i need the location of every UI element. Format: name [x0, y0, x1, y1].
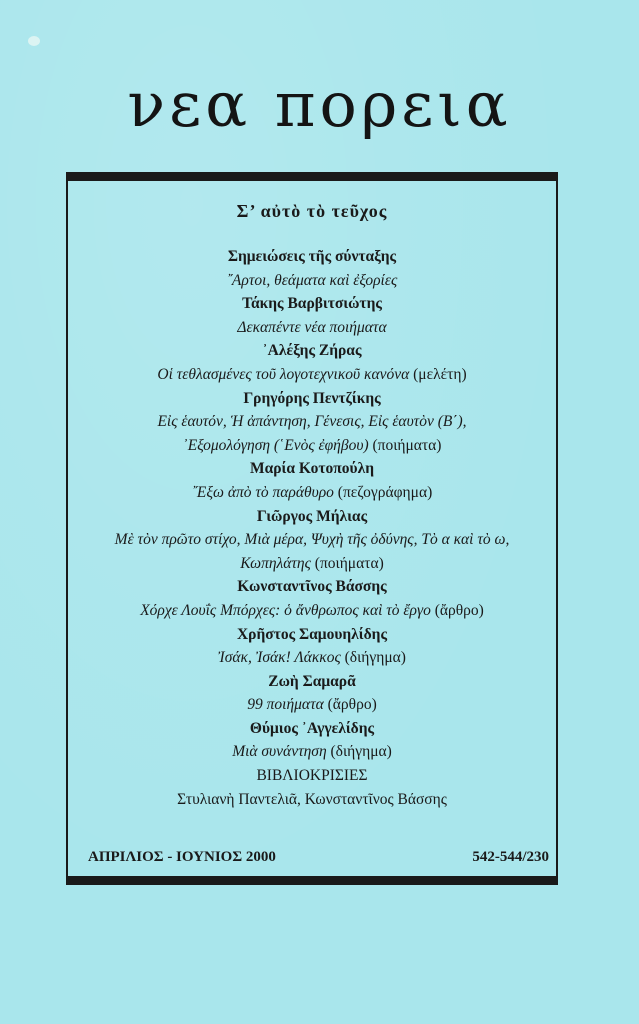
contents-author: [70, 717, 554, 741]
work-genre: (διήγημα): [326, 743, 392, 761]
contents-author: [70, 575, 554, 599]
contents-section: [70, 788, 554, 812]
contents-title: [70, 528, 554, 552]
contents-title: [70, 410, 554, 434]
work-genre: (ποιήματα): [368, 436, 442, 454]
contents-author: [70, 505, 554, 529]
work-title: ῎Αρτοι, θεάματα καὶ ἐξορίες: [226, 271, 398, 289]
contents-title: [70, 599, 554, 623]
work-title: Δεκαπέντε νέα ποιήματα: [237, 318, 387, 336]
contents-title: [70, 316, 554, 340]
contents-section: [70, 764, 554, 788]
work-genre: (ἄρθρο): [323, 696, 377, 714]
work-title: ῎Εξω ἀπὸ τὸ παράθυρο: [191, 483, 334, 501]
author-name: Γιῶργος Μήλιας: [256, 507, 368, 525]
contents-author: [70, 670, 554, 694]
author-name: ᾿Αλέξης Ζήρας: [262, 342, 362, 360]
work-genre: (ποιήματα): [310, 554, 384, 572]
work-title: Ἰσάκ, Ἰσάκ! Λάκκος: [218, 649, 341, 667]
contents-title: [70, 693, 554, 717]
contents-heading: Σ’ αὐτὸ τὸ τεῦχος: [236, 201, 388, 221]
contents-title: [70, 552, 554, 576]
work-genre: (διήγημα): [340, 649, 406, 667]
contents-frame-top-rule: [66, 172, 558, 181]
contents-frame-bottom-rule: [66, 876, 558, 885]
contents-title: [70, 646, 554, 670]
contents-author: [70, 339, 554, 363]
contents-title: [70, 481, 554, 505]
work-title: Μὲ τὸν πρῶτο στίχο, Μιὰ μέρα, Ψυχὴ τῆς ὀδύνης, Τὸ α καὶ τὸ ω,: [114, 531, 510, 549]
magazine-masthead: νεα πορεια: [127, 68, 512, 141]
contents-author: [70, 457, 554, 481]
author-name: Γρηγόρης Πεντζίκης: [243, 389, 381, 407]
contents-title: [70, 363, 554, 387]
section-text: ΒΙΒΛΙΟΚΡΙΣΙΕΣ: [256, 767, 368, 785]
work-genre: (πεζογράφημα): [333, 483, 433, 501]
author-name: Τάκης Βαρβιτσιώτης: [242, 295, 382, 313]
contents-title: [70, 740, 554, 764]
contents-title: [70, 269, 554, 293]
work-title: Εἰς ἑαυτόν, Ἡ ἀπάντηση, Γένεσις, Εἰς ἑαυτὸν (Β΄),: [157, 413, 467, 431]
work-genre: (μελέτη): [409, 365, 467, 383]
contents-author: [70, 292, 554, 316]
author-name: Μαρία Κοτοπούλη: [249, 460, 374, 478]
contents-author: [70, 623, 554, 647]
work-title: 99 ποιήματα: [247, 696, 324, 714]
author-name: Σημειώσεις τῆς σύνταξης: [227, 248, 397, 265]
issue-date: ΑΠΡΙΛΙΟΣ - ΙΟΥΝΙΟΣ 2000: [88, 849, 276, 865]
contents-author: [70, 387, 554, 411]
author-name: Θύμιος ᾿Αγγελίδης: [249, 719, 375, 737]
work-title: ᾿Εξομολόγηση (῾Ενὸς ἐφήβου): [182, 436, 369, 454]
work-title: Οἱ τεθλασμένες τοῦ λογοτεχνικοῦ κανόνα: [157, 365, 410, 383]
section-text: Στυλιανὴ Παντελιᾶ, Κωνσταντῖνος Βάσσης: [177, 790, 447, 808]
contents-list: [70, 245, 554, 811]
author-name: Χρῆστος Σαμουηλίδης: [236, 625, 387, 643]
work-genre: (ἄρθρο): [430, 601, 484, 619]
contents-author: [70, 245, 554, 269]
work-title: Χόρχε Λουΐς Μπόρχες: ὁ ἄνθρωπος καὶ τὸ ἔργο: [140, 601, 431, 619]
contents-title: [70, 434, 554, 458]
paper-blemish: [28, 36, 40, 46]
author-name: Ζωὴ Σαμαρᾶ: [268, 672, 356, 690]
author-name: Κωνσταντῖνος Βάσσης: [237, 578, 387, 596]
issue-number: 542-544/230: [472, 849, 549, 865]
work-title: Μιὰ συνάντηση: [232, 743, 327, 761]
work-title: Κωπηλάτης: [240, 554, 311, 572]
